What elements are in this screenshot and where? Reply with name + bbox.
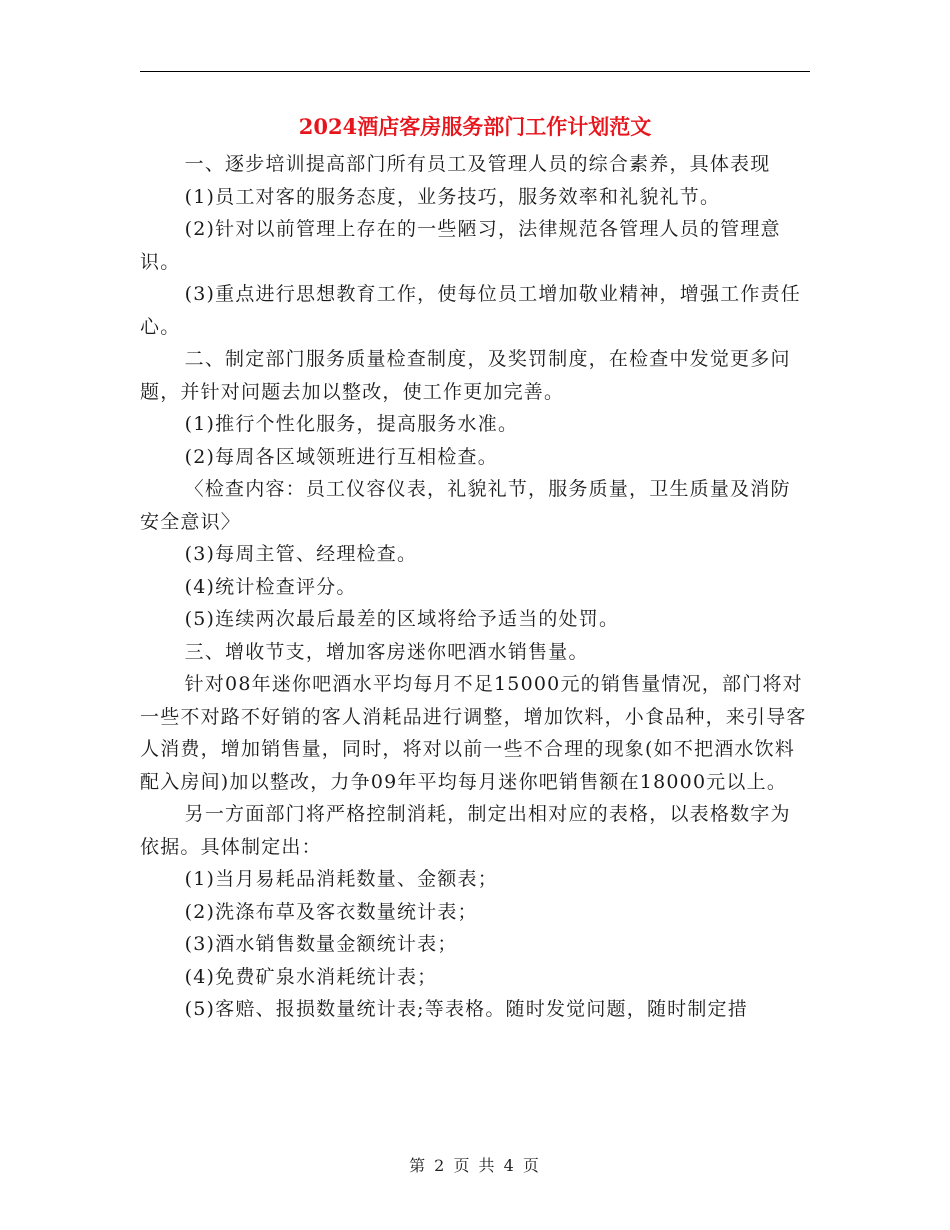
document-body — [140, 148, 810, 1026]
page-number-footer: 第 2 页 共 4 页 — [409, 1156, 541, 1175]
paragraph: (3)酒水销售数量金额统计表； — [184, 933, 458, 955]
paragraph: (3)重点进行思想教育工作，使每位员工增加敬业精神，增强工作责任心。 — [140, 283, 801, 338]
paragraph: 针对08年迷你吧酒水平均每月不足15000元的销售量情况，部门将对一些不对路不好销的客人消耗品进行调整，增加饮料，小食品种，来引导客人消费，增加销售量，同时，将对以前一些不合理的现象(如不把酒水饮料配入房间)加以整改，力争09年平均每月迷你吧销售额在18000元以上。 — [140, 673, 807, 793]
paragraph: 一、逐步培训提高部门所有员工及管理人员的综合素养，具体表现 — [184, 153, 771, 175]
document-title: 2024酒店客房服务部门工作计划范文 — [298, 114, 652, 139]
paragraph: 三、增收节支，增加客房迷你吧酒水销售量。 — [184, 640, 589, 663]
paragraph: (4)免费矿泉水消耗统计表； — [184, 965, 438, 988]
paragraph: (1)推行个性化服务，提高服务水准。 — [184, 413, 519, 435]
paragraph: (2)每周各区域领班进行互相检查。 — [184, 445, 498, 468]
header-rule — [140, 71, 810, 72]
paragraph: (3)每周主管、经理检查。 — [184, 543, 418, 565]
paragraph: 另一方面部门将严格控制消耗，制定出相对应的表格，以表格数字为依据。具体制定出： — [140, 803, 791, 858]
paragraph: (5)连续两次最后最差的区域将给予适当的处罚。 — [184, 608, 620, 630]
paragraph: (1)员工对客的服务态度，业务技巧，服务效率和礼貌礼节。 — [184, 185, 721, 208]
paragraph: (2)针对以前管理上存在的一些陋习，法律规范各管理人员的管理意识。 — [140, 218, 781, 273]
paragraph: (2)洗涤布草及客衣数量统计表； — [184, 900, 478, 923]
paragraph: (1)当月易耗品消耗数量、金额表； — [184, 868, 498, 890]
paragraph: (4)统计检查评分。 — [184, 575, 357, 598]
paragraph: (5)客赔、报损数量统计表;等表格。随时发觉问题，随时制定措 — [184, 998, 748, 1020]
paragraph: 二、制定部门服务质量检查制度，及奖罚制度，在检查中发觉更多问题，并针对问题去加以整改，使工作更加完善。 — [140, 348, 791, 403]
paragraph: 〈检查内容：员工仪容仪表，礼貌礼节，服务质量，卫生质量及消防安全意识〉 — [140, 478, 791, 533]
